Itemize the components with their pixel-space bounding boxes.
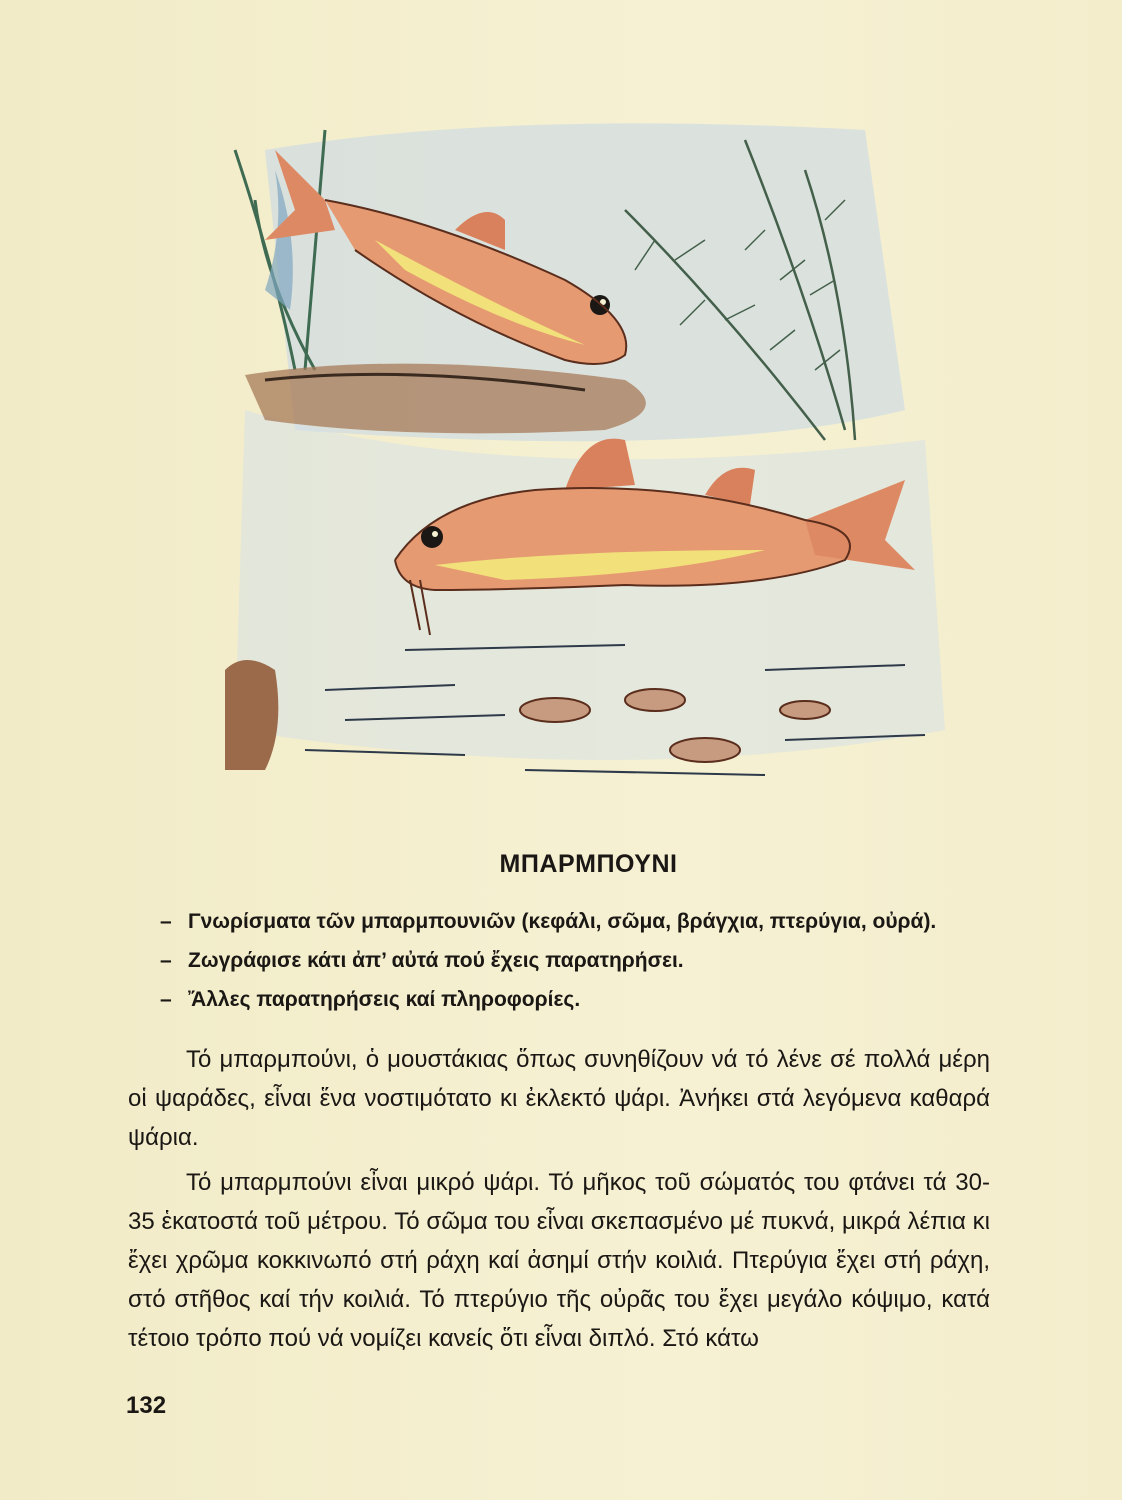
list-item [160,905,980,938]
list-dash: – [160,988,172,1011]
list-item [160,944,980,977]
list-dash: – [160,910,172,933]
fish-illustration [205,110,975,830]
page-number: 132 [126,1392,167,1419]
list-dash: – [160,949,172,972]
list-item-text: Γνωρίσματα τῶν μπαρμπουνιῶν (κεφάλι, σῶμα, βράγχια, πτερύγια, οὐρά). [188,910,937,933]
question-list [160,905,980,1022]
list-item-text: Ἄλλες παρατηρήσεις καί πληροφορίες. [188,988,581,1011]
body-text [128,1040,990,1364]
paragraph: Τό μπαρμπούνι, ὁ μουστάκιας ὅπως συνηθίζουν νά τό λένε σέ πολλά μέρη οἱ ψαράδες, εἶναι ἕνα νοστιμότατο κι ἐκλεκτό ψάρι. Ἀνήκει στά λεγόμενα καθαρά ψάρια. [128,1046,990,1151]
red-mullet-fish-illustration-icon [205,110,975,830]
section-title: ΜΠΑΡΜΠΟΥΝΙ [499,850,678,878]
list-item-text: Ζωγράφισε κάτι ἀπ’ αὐτά πού ἔχεις παρατηρήσει. [188,949,684,972]
paragraph: Τό μπαρμπούνι εἶναι μικρό ψάρι. Τό μῆκος τοῦ σώματός του φτάνει τά 30-35 ἑκατοστά τοῦ μέτρου. Τό σῶμα του εἶναι σκεπασμένο μέ πυκνά, μικρά λέπια κι ἔχει χρῶμα κοκκινωπό στή ράχη καί ἀσημί στήν κοιλιά. Πτερύγια ἔχει στή ράχη, στό στῆθος καί τήν κοιλιά. Τό πτερύγιο τῆς οὐρᾶς του ἔχει μεγάλο κόψιμο, κατά τέτοιο τρόπο πού νά νομίζει κανείς ὅτι εἶναι διπλό. Στό κάτω [128,1169,990,1352]
list-item [160,983,980,1016]
